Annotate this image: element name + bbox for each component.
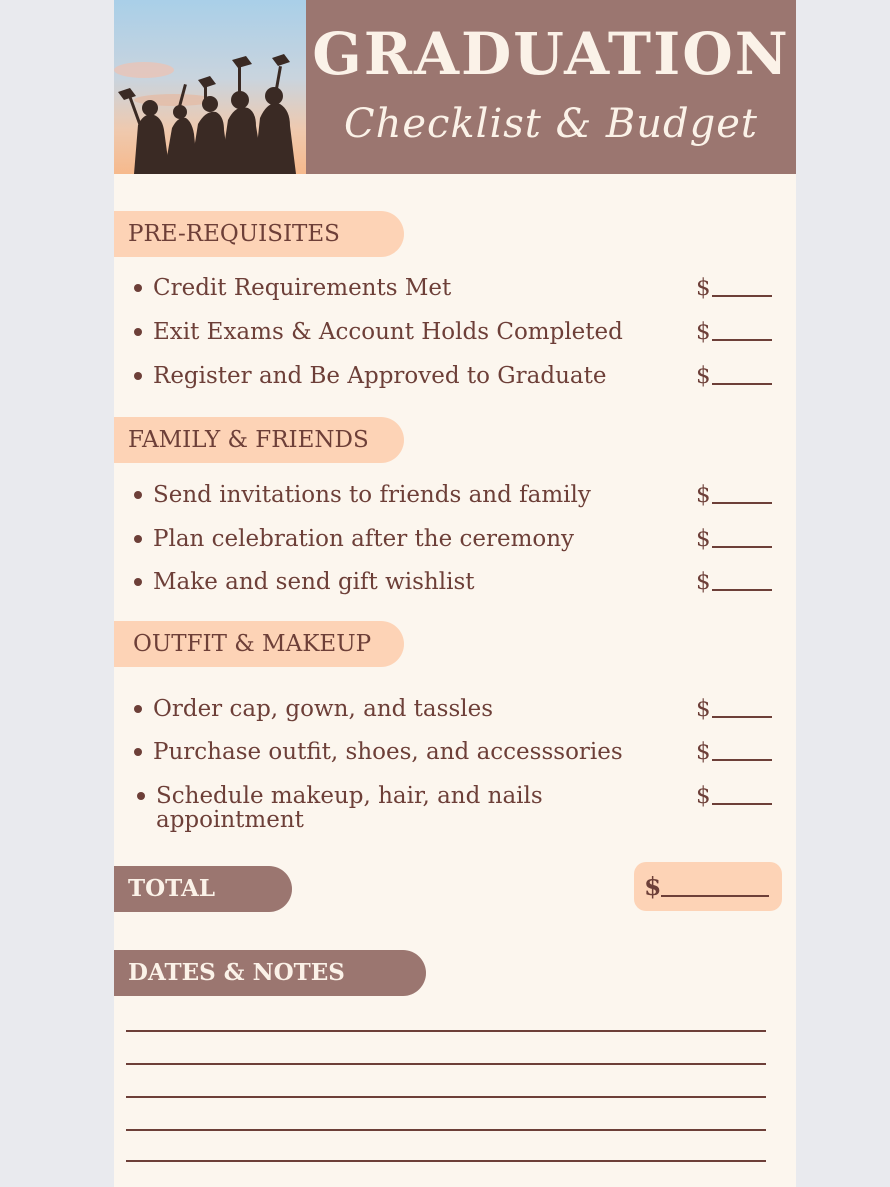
bullet-icon <box>134 578 142 586</box>
item-label: Order cap, gown, and tassles <box>153 696 494 722</box>
note-line[interactable] <box>126 1063 766 1065</box>
item-label: Plan celebration after the ceremony <box>153 526 575 552</box>
item-label: Purchase outfit, shoes, and accesssories <box>153 739 623 765</box>
item-label: Schedule makeup, hair, and nails <box>156 783 543 809</box>
section-heading-prerequisites: PRE-REQUISITES <box>114 211 404 257</box>
checklist-item[interactable] <box>134 784 774 836</box>
section-heading-family-friends: FAMILY & FRIENDS <box>114 417 404 463</box>
item-label: Register and Be Approved to Graduate <box>153 363 607 389</box>
amount-field[interactable]: $ <box>696 527 772 551</box>
bullet-icon <box>134 535 142 543</box>
bullet-icon <box>134 748 142 756</box>
note-line[interactable] <box>126 1030 766 1032</box>
page-title: GRADUATION <box>312 20 790 88</box>
bullet-icon <box>134 705 142 713</box>
bullet-icon <box>134 284 142 292</box>
item-label: Exit Exams & Account Holds Completed <box>153 319 623 345</box>
section-heading-outfit-makeup: OUTFIT & MAKEUP <box>114 621 404 667</box>
total-label: TOTAL <box>114 866 292 912</box>
amount-field[interactable]: $ <box>696 320 772 344</box>
total-amount-field[interactable]: $ <box>634 862 782 911</box>
amount-field[interactable]: $ <box>696 276 772 300</box>
bullet-icon <box>134 372 142 380</box>
checklist-page <box>114 0 796 1187</box>
note-line[interactable] <box>126 1160 766 1162</box>
amount-field[interactable]: $ <box>696 784 772 808</box>
bullet-icon <box>134 491 142 499</box>
bullet-icon <box>137 792 145 800</box>
item-label: Credit Requirements Met <box>153 275 452 301</box>
amount-field[interactable]: $ <box>696 697 772 721</box>
amount-field[interactable]: $ <box>696 740 772 764</box>
amount-field[interactable]: $ <box>696 483 772 507</box>
note-line[interactable] <box>126 1096 766 1098</box>
bullet-icon <box>134 328 142 336</box>
item-label: Send invitations to friends and family <box>153 482 591 508</box>
note-line[interactable] <box>126 1129 766 1131</box>
notes-heading: DATES & NOTES <box>114 950 426 996</box>
graduates-photo <box>114 0 306 174</box>
item-label-continued: appointment <box>156 807 304 833</box>
amount-field[interactable]: $ <box>696 364 772 388</box>
header-banner <box>306 0 796 174</box>
page-subtitle: Checklist & Budget <box>343 101 758 147</box>
item-label: Make and send gift wishlist <box>153 569 475 595</box>
amount-field[interactable]: $ <box>696 570 772 594</box>
